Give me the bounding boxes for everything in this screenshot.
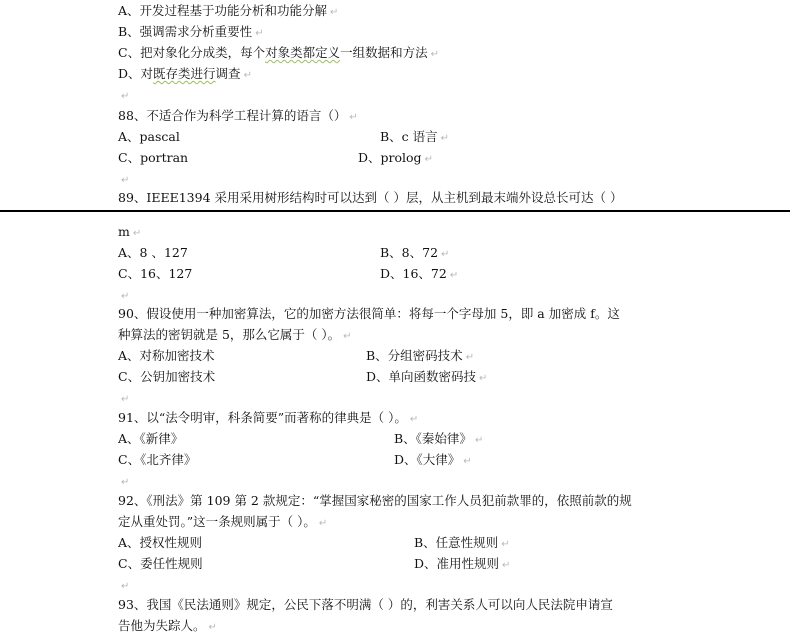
question-line [118,409,418,429]
paragraph-mark-icon: ↵ [330,7,339,18]
line-text: 一组数据和方法 [340,45,428,60]
option-line [118,2,338,22]
paragraph-mark-icon: ↵ [255,28,264,39]
paragraph-mark-icon: ↵ [463,456,472,467]
question-line [118,326,352,346]
question-text: 89、IEEE1394 采用采用树形结构时可以达到（ ）层，从主机到最末端外设总长可达（ ） [118,190,623,205]
option-d-text: D、《大律》 [394,452,461,467]
paragraph-mark-icon: ↵ [430,49,439,60]
option-line [118,23,264,43]
option-line [118,430,484,448]
question-line [118,107,358,127]
paragraph-mark-icon: ↵ [349,112,358,123]
option-line [118,534,510,552]
option-line [118,451,472,469]
question-text: 定从重处罚。”这一条规则属于（ ）。 [118,514,316,529]
option-line [118,244,450,262]
option-a: A、授权性规则 [118,535,203,550]
option-c: C、委任性规则 [118,556,203,571]
spellcheck-underlined-text: 对象类都定义 [265,45,341,60]
spellcheck-underlined-text: 既存类进行 [153,66,216,81]
empty-line [118,576,129,596]
page-break-divider [0,210,790,212]
option-b [380,244,449,264]
paragraph-mark-icon: ↵ [121,175,130,186]
option-b-text: B、c 语言 [380,129,438,144]
empty-line [118,86,129,106]
option-c: C、公钥加密技术 [118,369,216,384]
paragraph-mark-icon: ↵ [409,414,419,425]
option-d-text: D、准用性规则 [414,556,500,571]
question-text: 88、不适合作为科学工程计算的语言（） [118,108,347,123]
paragraph-mark-icon: ↵ [132,228,142,239]
continuation-line [118,223,141,243]
line-text: A、开发过程基于功能分析和功能分解 [118,3,328,18]
option-line [118,44,439,64]
paragraph-mark-icon: ↵ [474,435,484,446]
option-b [366,347,474,367]
line-text: B、强调需求分析重要性 [118,24,253,39]
line-text: m [118,224,130,239]
empty-line [118,170,129,190]
paragraph-mark-icon: ↵ [343,331,352,342]
option-line [118,65,252,85]
option-line [118,265,459,283]
question-line [118,513,327,533]
paragraph-mark-icon: ↵ [121,291,130,302]
option-b [380,128,449,148]
option-b [414,534,510,554]
option-b-text: B、《秦始律》 [394,431,472,446]
option-d [366,368,487,388]
paragraph-mark-icon: ↵ [449,270,459,281]
line-text: 调查 [215,66,241,81]
option-line [118,555,511,573]
option-c: C、《北齐律》 [118,452,197,467]
option-line [118,128,450,146]
paragraph-mark-icon: ↵ [318,518,328,529]
question-line [118,492,632,510]
paragraph-mark-icon: ↵ [501,539,510,550]
option-d [380,265,458,285]
paragraph-mark-icon: ↵ [502,560,511,571]
question-text: 90、假设使用一种加密算法，它的加密方法很简单：将每一个字母加 5，即 a 加密成 f。这 [118,306,620,321]
paragraph-mark-icon: ↵ [208,622,217,633]
paragraph-mark-icon: ↵ [465,352,475,363]
option-b-text: B、分组密码技术 [366,348,463,363]
option-c: C、16、127 [118,266,193,281]
line-text: C、把对象化分成类，每个 [118,45,266,60]
option-a: A、pascal [118,129,180,144]
option-a: A、8 、127 [118,245,188,260]
paragraph-mark-icon: ↵ [121,91,130,102]
paragraph-mark-icon: ↵ [441,249,450,260]
option-line [118,149,433,167]
option-b-text: B、8、72 [380,245,439,260]
question-line [118,305,620,323]
option-d [414,555,510,575]
question-line [118,189,622,207]
paragraph-mark-icon: ↵ [243,70,252,81]
question-text: 93、我国《民法通则》规定，公民下落不明满（ ）的，利害关系人可以向人民法院申请宣 [118,597,613,612]
option-a: A、对称加密技术 [118,348,215,363]
question-text: 告他为失踪人。 [118,618,206,633]
option-line [118,368,488,386]
paragraph-mark-icon: ↵ [121,394,130,405]
paragraph-mark-icon: ↵ [479,373,488,384]
paragraph-mark-icon: ↵ [121,477,130,488]
question-line [118,596,613,614]
option-d [394,451,472,471]
line-text: D、对 [118,66,154,81]
question-text: 91、以“法令明审，科条简要”而著称的律典是（ ）。 [118,410,407,425]
empty-line [118,472,129,492]
paragraph-mark-icon: ↵ [440,133,450,144]
question-text: 92、《刑法》第 109 第 2 款规定：“掌握国家秘密的国家工作人员犯前款罪的，依照前款的规 [118,493,632,508]
option-d-text: D、单向函数密码技 [366,369,477,384]
option-a: A、《新律》 [118,431,184,446]
option-d-text: D、16、72 [380,266,447,281]
option-line [118,347,475,365]
paragraph-mark-icon: ↵ [424,154,433,165]
question-line [118,617,217,637]
option-c: C、portran [118,150,189,165]
empty-line [118,389,129,409]
question-text: 种算法的密钥就是 5，那么它属于（ ）。 [118,327,341,342]
paragraph-mark-icon: ↵ [121,581,130,592]
option-d [358,149,433,169]
option-b [394,430,483,450]
option-d-text: D、prolog [358,150,422,165]
option-b-text: B、任意性规则 [414,535,499,550]
empty-line [118,286,129,306]
